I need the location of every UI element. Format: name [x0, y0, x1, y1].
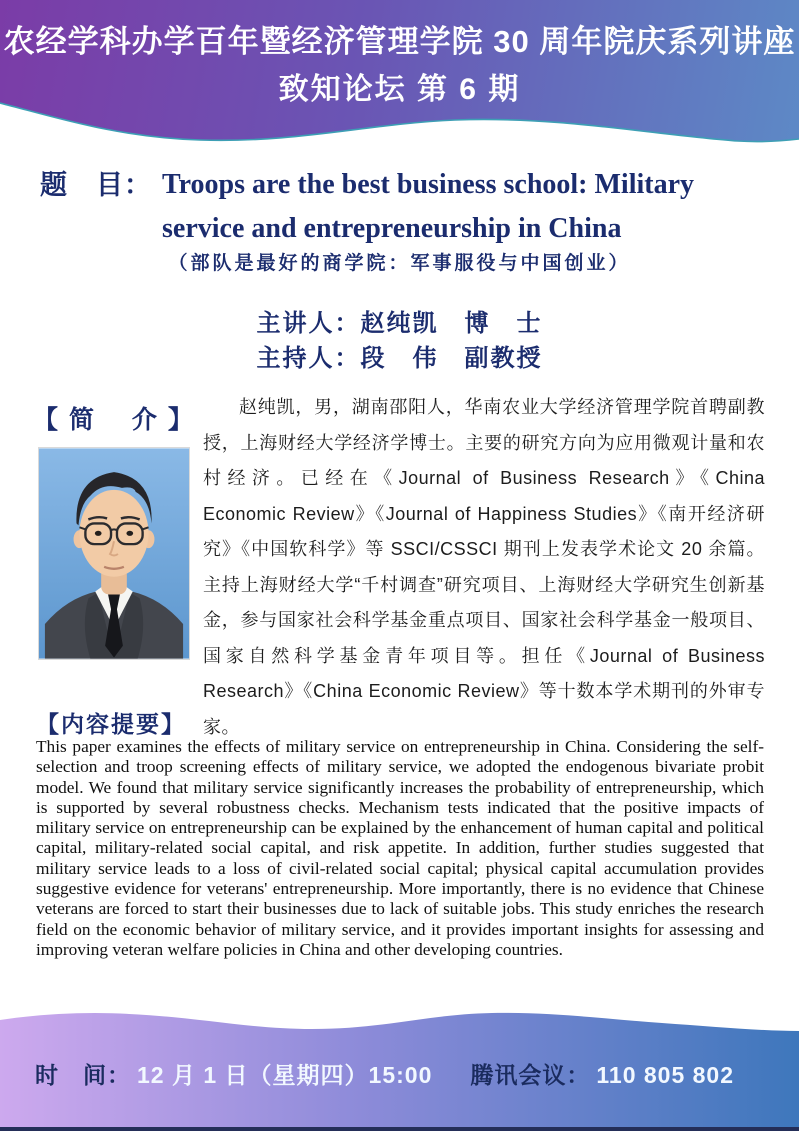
- title-english: [162, 163, 694, 251]
- footer-banner: [0, 1005, 799, 1131]
- header-wave-decoration: [0, 95, 799, 150]
- host-line: 主持人：段 伟 副教授: [256, 345, 543, 372]
- abstract-paragraph: This paper examines the effects of military service on entrepreneurship in China. Considering the self-selection and troop screening effects of military service, we adopted the endogenous bivariate probit model. We found that military service significantly increases the probability of entrepreneurship, which is supported by several robustness checks. Mechanism tests indicated that the positive impacts of military service on entrepreneurship can be explained by the enhancement of human capital and political capital, military-related social capital, and risk appetite. In addition, further studies suggested that military service leads to a loss of civil-related social capital; physical capital accumulation provides suggestive evidence for veterans' entrepreneurship. More importantly, there is no evidence that Chinese veterans are forced to start their businesses due to lack of suitable jobs. This study enriches the research field on the economic behavior of military service, and it provides important insights for assessing and improving veteran welfare policies in China and other developing countries.: [36, 737, 764, 959]
- time-label: 时 间：: [35, 1062, 131, 1088]
- abstract-section-heading: 【内容提要】: [36, 711, 186, 737]
- bottom-navy-strip: [0, 1127, 799, 1131]
- bio-section-heading: 【 简 介 】: [33, 406, 195, 434]
- title-label: 题 目：: [40, 170, 152, 200]
- title-block: [40, 163, 694, 251]
- header-title-line2: 致知论坛 第 6 期: [278, 73, 521, 106]
- footer-info-row: [35, 1057, 734, 1090]
- header-title-line1: 农经学科办学百年暨经济管理学院 30 周年院庆系列讲座: [3, 24, 796, 59]
- bio-paragraph: 赵纯凯，男，湖南邵阳人，华南农业大学经济管理学院首聘副教授，上海财经大学经济学博士。主要的研究方向为应用微观计量和农村经济。已经在《Journal of Business Research》《China Economic Review》《Journal of Happiness Studies》《南开经济研究》《中国软科学》等 SSCI/CSSCI 期刊上发表学术论文 20 余篇。主持上海财经大学“千村调查”研究项目、上海财经大学研究生创新基金，参与国家社会科学基金重点项目、国家社会科学基金一般项目、国家自然科学基金青年项目等。担任《Journal of Business Research》《China Economic Review》等十数本学术期刊的外审专家。: [203, 397, 765, 737]
- time-value: 12 月 1 日（星期四）15:00: [137, 1062, 433, 1088]
- speaker-portrait-illustration: [39, 448, 189, 659]
- meeting-label: 腾讯会议：: [470, 1062, 591, 1088]
- title-english-line1: Troops are the best business school: Military: [162, 169, 695, 200]
- speaker-line: 主讲人：赵纯凯 博 士: [256, 310, 543, 337]
- meeting-value: 110 805 802: [596, 1062, 735, 1088]
- title-english-line2: service and entrepreneurship in China: [162, 213, 622, 244]
- header-banner: [0, 0, 799, 150]
- speakers-block: [0, 306, 799, 376]
- speaker-photo: [38, 447, 190, 660]
- title-chinese: （部队是最好的商学院：军事服役与中国创业）: [168, 253, 631, 274]
